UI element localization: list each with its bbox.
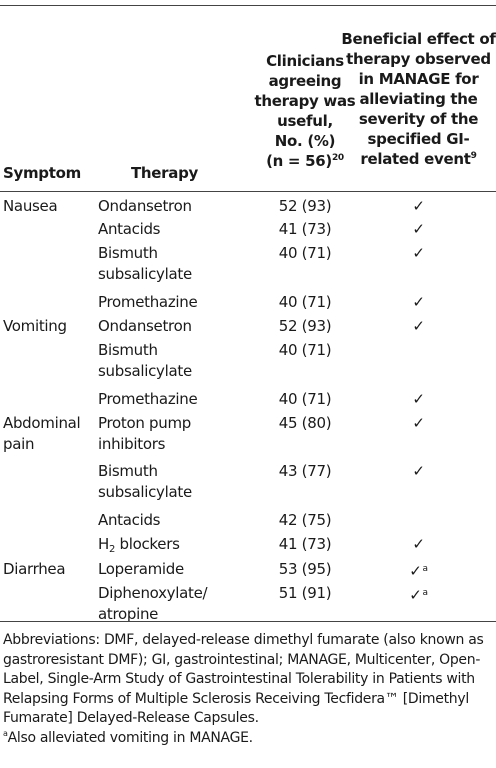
check-icon: ✓: [412, 414, 425, 432]
value-cell: 45 (80): [278, 414, 332, 432]
check-cell: [341, 413, 496, 434]
header-clinicians: Clinicians agreeing therapy was useful, No. (%) (n = 56)$^{20}$: [254, 52, 356, 170]
therapy-cell: Bismuth subsalicylate: [98, 244, 192, 283]
check-cell: [341, 583, 496, 606]
therapy-cell: Diphenoxylate/ atropine: [98, 584, 208, 623]
therapy-cell: Bismuth subsalicylate: [98, 462, 192, 501]
subscript: 2: [108, 544, 116, 555]
check-cell: [341, 316, 496, 337]
check-cell: [341, 461, 496, 482]
value-cell: 52 (93): [278, 197, 332, 215]
symptom-cell: Nausea: [3, 197, 58, 215]
check-cell: [341, 292, 496, 313]
value-cell: 51 (91): [278, 584, 332, 602]
value-cell: 40 (71): [278, 293, 332, 311]
table-top-rule: [0, 5, 496, 6]
therapy-cell: Bismuth subsalicylate: [98, 341, 192, 380]
value-cell: 40 (71): [278, 244, 332, 262]
check-icon: ✓: [412, 293, 425, 311]
header-therapy: Therapy: [131, 164, 199, 182]
header-symptom: Symptom: [3, 164, 81, 182]
value-cell: 52 (93): [278, 317, 332, 335]
footnote-marker: a: [422, 588, 428, 598]
check-cell: [341, 243, 496, 264]
value-cell: 40 (71): [278, 390, 332, 408]
table-bottom-rule: [0, 621, 496, 622]
check-icon: ✓: [412, 462, 425, 480]
therapy-cell: Loperamide: [98, 560, 184, 578]
table-footnotes: [3, 631, 495, 748]
footnote-marker: a: [422, 564, 428, 574]
check-icon: ✓: [412, 390, 425, 408]
value-cell: 53 (95): [278, 560, 332, 578]
value-cell: 40 (71): [278, 341, 332, 359]
therapy-cell: Ondansetron: [98, 317, 192, 335]
therapy-cell: Antacids: [98, 511, 161, 529]
footnote-a-marker: a: [3, 728, 8, 738]
check-icon: ✓: [412, 244, 425, 262]
check-cell: [341, 196, 496, 217]
value-cell: 41 (73): [278, 535, 332, 553]
symptom-cell: Diarrhea: [3, 560, 66, 578]
header-beneficial: Beneficial effect of therapy observed in MANAGE for alleviating the severity of the specified GI- related event$^9$: [341, 30, 496, 168]
check-icon: ✓: [409, 562, 422, 580]
check-icon: ✓: [412, 220, 425, 238]
check-icon: ✓: [412, 317, 425, 335]
therapy-cell: Promethazine: [98, 390, 198, 408]
check-cell: [341, 219, 496, 240]
therapy-cell: Promethazine: [98, 293, 198, 311]
check-icon: ✓: [409, 586, 422, 604]
check-icon: ✓: [412, 197, 425, 215]
therapy-cell: $H_2$ blockers: [98, 535, 180, 555]
header-clinicians-ref: 20: [331, 153, 344, 163]
header-beneficial-ref: 9: [470, 151, 477, 161]
header-rule: [0, 191, 496, 192]
therapy-cell: Proton pump inhibitors: [98, 414, 191, 453]
therapy-cell: Ondansetron: [98, 197, 192, 215]
value-cell: 42 (75): [278, 511, 332, 529]
value-cell: 41 (73): [278, 220, 332, 238]
abbreviations-note: Abbreviations: DMF, delayed-release dimethyl fumarate (also known as gastroresistant DMF); GI, gastrointestinal; MANAGE, Multicenter, Open-Label, Single-Arm Study of Gastrointestinal Tolerability in Patients with Relapsing Forms of Multiple Sclerosis Receiving Tecfidera™ [Dimethyl Fumarate] Delayed-Release Capsules.: [3, 632, 484, 726]
check-cell: [341, 389, 496, 410]
therapy-cell: Antacids: [98, 220, 161, 238]
value-cell: 43 (77): [278, 462, 332, 480]
check-cell: [341, 559, 496, 582]
symptom-cell: Abdominal pain: [3, 414, 81, 453]
footnote-a: $^a$Also alleviated vomiting in MANAGE.: [3, 728, 253, 746]
check-icon: ✓: [412, 535, 425, 553]
symptom-cell: Vomiting: [3, 317, 67, 335]
check-cell: [341, 534, 496, 555]
